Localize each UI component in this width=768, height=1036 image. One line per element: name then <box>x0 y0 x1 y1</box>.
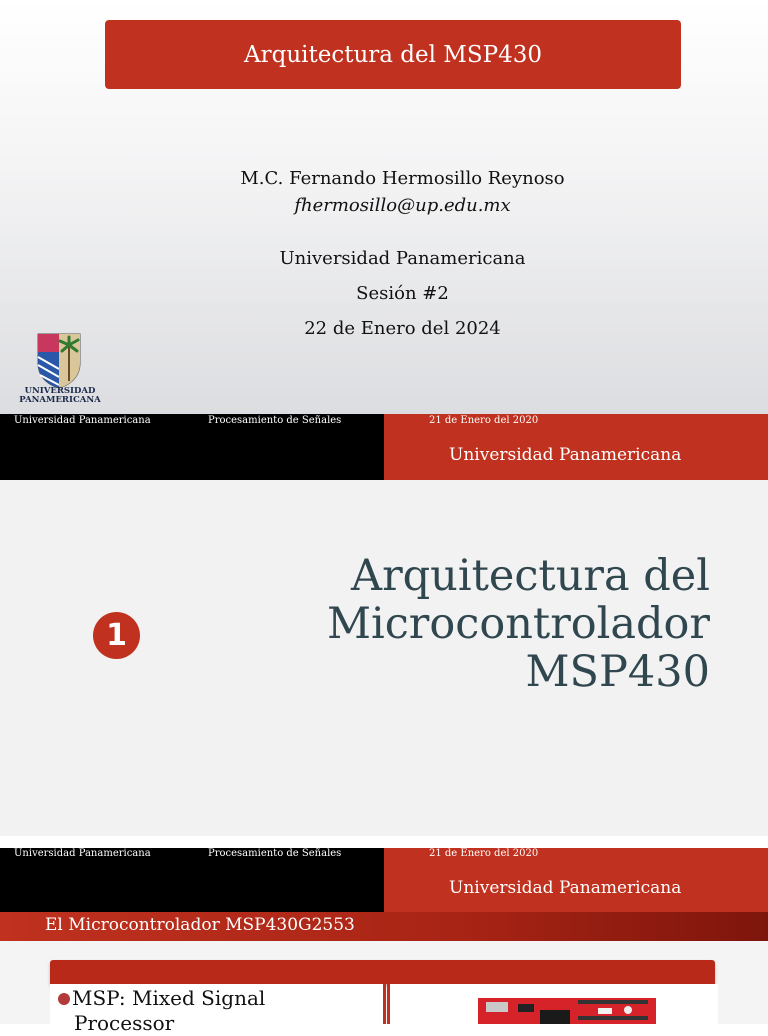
bullet-icon <box>58 993 70 1005</box>
footer-university-large: Universidad Panamericana <box>449 445 682 465</box>
footer-course: Procesamiento de Señales <box>208 415 342 426</box>
section-title <box>200 552 710 696</box>
author-email: fhermosillo@up.edu.mx <box>294 195 511 216</box>
section-number-badge: 1 <box>93 612 140 659</box>
session-number: Sesión #2 <box>356 283 449 304</box>
footer-date-2: 21 de Enero del 2020 <box>429 848 539 859</box>
logo-text-line-1: UNIVERSIDAD <box>24 386 96 396</box>
slide-3-title-bar <box>0 912 768 941</box>
footer-university: Universidad Panamericana <box>14 415 151 426</box>
table-header-bar <box>50 960 715 984</box>
footer-university-2: Universidad Panamericana <box>14 848 151 859</box>
presentation-date: 22 de Enero del 2024 <box>304 318 501 339</box>
logo-wordmark <box>14 387 106 405</box>
footer-date: 21 de Enero del 2020 <box>429 415 539 426</box>
slide-title: Arquitectura del MSP430 <box>244 41 542 68</box>
slide-gap <box>0 836 768 848</box>
section-title-line-2: Microcontrolador <box>326 599 710 649</box>
footer-course-2: Procesamiento de Señales <box>208 848 342 859</box>
slide-3-title: El Microcontrolador MSP430G2553 <box>45 915 355 935</box>
bullet-line-1: MSP: Mixed Signal <box>72 986 266 1010</box>
slide-title-bar <box>105 20 681 89</box>
author-name: M.C. Fernando Hermosillo Reynoso <box>240 168 565 189</box>
bullet-text <box>72 986 372 1036</box>
launchpad-board-image <box>478 996 656 1024</box>
section-title-line-1: Arquitectura del <box>351 551 710 601</box>
bullet-line-2: Processor <box>74 1011 175 1035</box>
section-title-line-3: MSP430 <box>525 647 710 697</box>
logo-text-line-2: PANAMERICANA <box>19 395 101 405</box>
footer-university-large-2: Universidad Panamericana <box>449 878 682 898</box>
university-name: Universidad Panamericana <box>279 248 526 269</box>
